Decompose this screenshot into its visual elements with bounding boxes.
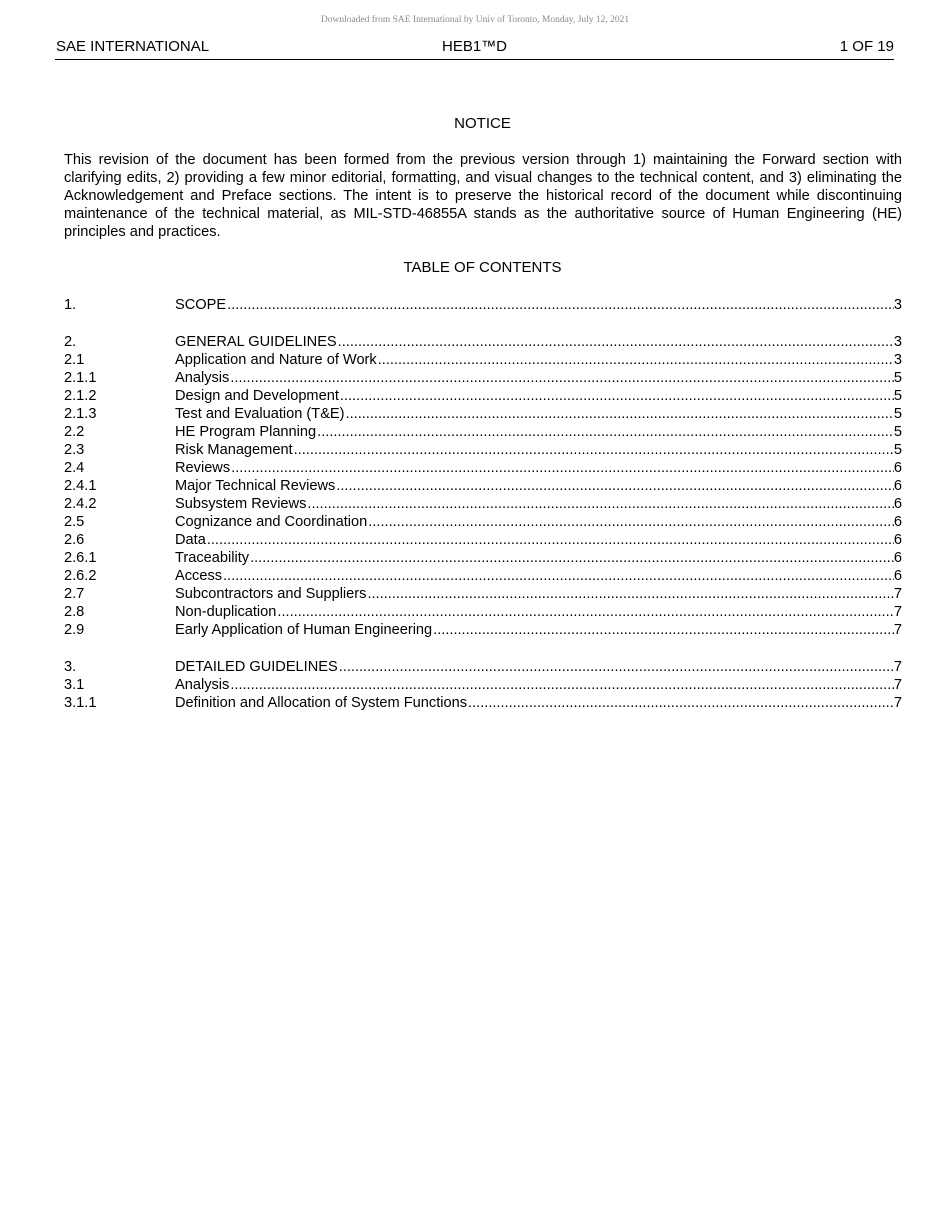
toc-leader-dots [366,585,893,603]
toc-entry[interactable] [64,513,902,531]
toc-entry[interactable] [64,676,902,694]
toc-entry-page: 6 [893,460,902,476]
toc-leader-dots [306,495,893,513]
toc-entry-title: Risk Management [175,442,293,458]
table-of-contents [64,296,902,712]
toc-leader-dots [316,423,894,441]
toc-entry-page: 7 [893,677,902,693]
toc-heading: TABLE OF CONTENTS [403,259,562,276]
toc-entry-page: 6 [893,568,902,584]
toc-entry-page: 5 [893,406,902,422]
toc-entry-number: 2.1.2 [64,388,97,404]
toc-entry-number: 2. [64,334,77,350]
toc-leader-dots [467,694,894,712]
toc-entry[interactable] [64,351,902,369]
header-page-info: 1 OF 19 [839,38,894,55]
toc-entry-title: Traceability [175,550,250,566]
toc-entry-number: 2.7 [64,586,85,602]
header-organization: SAE INTERNATIONAL [56,38,210,55]
toc-leader-dots [337,333,894,351]
toc-entry-page: 3 [893,334,902,350]
toc-entry-title: DETAILED GUIDELINES [175,659,338,675]
toc-entry-number: 2.6 [64,532,85,548]
toc-entry-page: 7 [893,695,902,711]
toc-entry[interactable] [64,477,902,495]
toc-entry-title: Data [175,532,206,548]
toc-entry-number: 3.1.1 [64,695,97,711]
toc-entry-number: 2.9 [64,622,85,638]
toc-entry[interactable] [64,441,902,459]
toc-entry[interactable] [64,405,902,423]
toc-entry-title: SCOPE [175,297,227,313]
toc-entry-page: 6 [893,532,902,548]
toc-entry[interactable] [64,495,902,513]
toc-entry[interactable] [64,621,902,639]
toc-entry[interactable] [64,333,902,351]
toc-entry-page: 6 [893,550,902,566]
toc-leader-dots [249,549,894,567]
toc-entry-number: 3. [64,659,77,675]
toc-entry-title: Cognizance and Coordination [175,514,368,530]
toc-entry-title: Application and Nature of Work [175,352,377,368]
notice-paragraph: This revision of the document has been formed from the previous version through 1) maintaining the Forward section with clarifying edits, 2) providing a few minor editorial, formatting, and visual changes to the technical content, and 3) eliminating the Acknowledgement and Preface sections. The intent is to preserve the historical record of the document while discontinuing maintenance of the technical material, as MIL-STD-46855A stands as the authoritative source of Human Engineering (HE) principles and practices. [64,152,902,240]
toc-entry-title: Test and Evaluation (T&E) [175,406,345,422]
header-document-id: HEB1™D [441,38,508,55]
toc-entry-title: Subcontractors and Suppliers [175,586,367,602]
toc-entry-page: 5 [893,442,902,458]
toc-entry-number: 2.5 [64,514,85,530]
toc-entry-page: 7 [893,659,902,675]
toc-entry-number: 2.1 [64,352,85,368]
toc-entry[interactable] [64,603,902,621]
toc-leader-dots [339,387,894,405]
toc-entry-title: HE Program Planning [175,424,317,440]
toc-entry[interactable] [64,549,902,567]
toc-leader-dots [338,658,894,676]
toc-entry-page: 3 [893,352,902,368]
toc-leader-dots [377,351,894,369]
toc-leader-dots [229,676,894,694]
toc-entry-title: Analysis [175,370,230,386]
toc-entry-number: 2.8 [64,604,85,620]
toc-entry-title: Non-duplication [175,604,277,620]
toc-entry-number: 2.4 [64,460,85,476]
toc-entry-page: 7 [893,604,902,620]
toc-entry-number: 2.4.1 [64,478,97,494]
toc-entry-title: Reviews [175,460,231,476]
toc-entry[interactable] [64,567,902,585]
toc-entry[interactable] [64,531,902,549]
toc-entry[interactable] [64,459,902,477]
toc-leader-dots [432,621,894,639]
toc-entry[interactable] [64,585,902,603]
toc-entry[interactable] [64,387,902,405]
toc-leader-dots [206,531,894,549]
toc-entry-title: Access [175,568,223,584]
toc-leader-dots [367,513,894,531]
toc-entry-page: 5 [893,370,902,386]
toc-entry-number: 2.1.1 [64,370,97,386]
toc-entry[interactable] [64,296,902,314]
toc-entry-title: Early Application of Human Engineering [175,622,433,638]
toc-leader-dots [226,296,894,314]
toc-entry-number: 2.2 [64,424,85,440]
toc-leader-dots [293,441,894,459]
toc-entry[interactable] [64,658,902,676]
toc-leader-dots [229,369,894,387]
toc-entry-title: Major Technical Reviews [175,478,336,494]
toc-entry-page: 6 [893,514,902,530]
toc-entry-title: Subsystem Reviews [175,496,307,512]
page-header [55,38,894,60]
toc-leader-dots [222,567,894,585]
toc-leader-dots [335,477,894,495]
toc-leader-dots [230,459,894,477]
toc-entry-page: 7 [893,622,902,638]
toc-leader-dots [345,405,894,423]
toc-entry-page: 6 [893,496,902,512]
toc-entry-number: 1. [64,297,77,313]
toc-entry-title: Definition and Allocation of System Functions [175,695,468,711]
toc-entry[interactable] [64,369,902,387]
download-watermark: Downloaded from SAE International by Univ of Toronto, Monday, July 12, 2021 [320,15,630,25]
toc-entry-page: 5 [893,388,902,404]
notice-heading: NOTICE [454,115,511,132]
toc-entry[interactable] [64,423,902,441]
toc-entry-number: 2.6.1 [64,550,97,566]
toc-entry-title: Analysis [175,677,230,693]
toc-entry-number: 2.4.2 [64,496,97,512]
toc-entry-title: GENERAL GUIDELINES [175,334,337,350]
toc-entry-page: 7 [893,586,902,602]
toc-leader-dots [276,603,893,621]
toc-entry-number: 2.3 [64,442,85,458]
toc-entry-page: 5 [893,424,902,440]
toc-entry-number: 3.1 [64,677,85,693]
toc-entry-number: 2.6.2 [64,568,97,584]
toc-entry-title: Design and Development [175,388,339,404]
toc-entry-number: 2.1.3 [64,406,97,422]
toc-entry-page: 3 [893,297,902,313]
toc-entry-page: 6 [893,478,902,494]
toc-entry[interactable] [64,694,902,712]
